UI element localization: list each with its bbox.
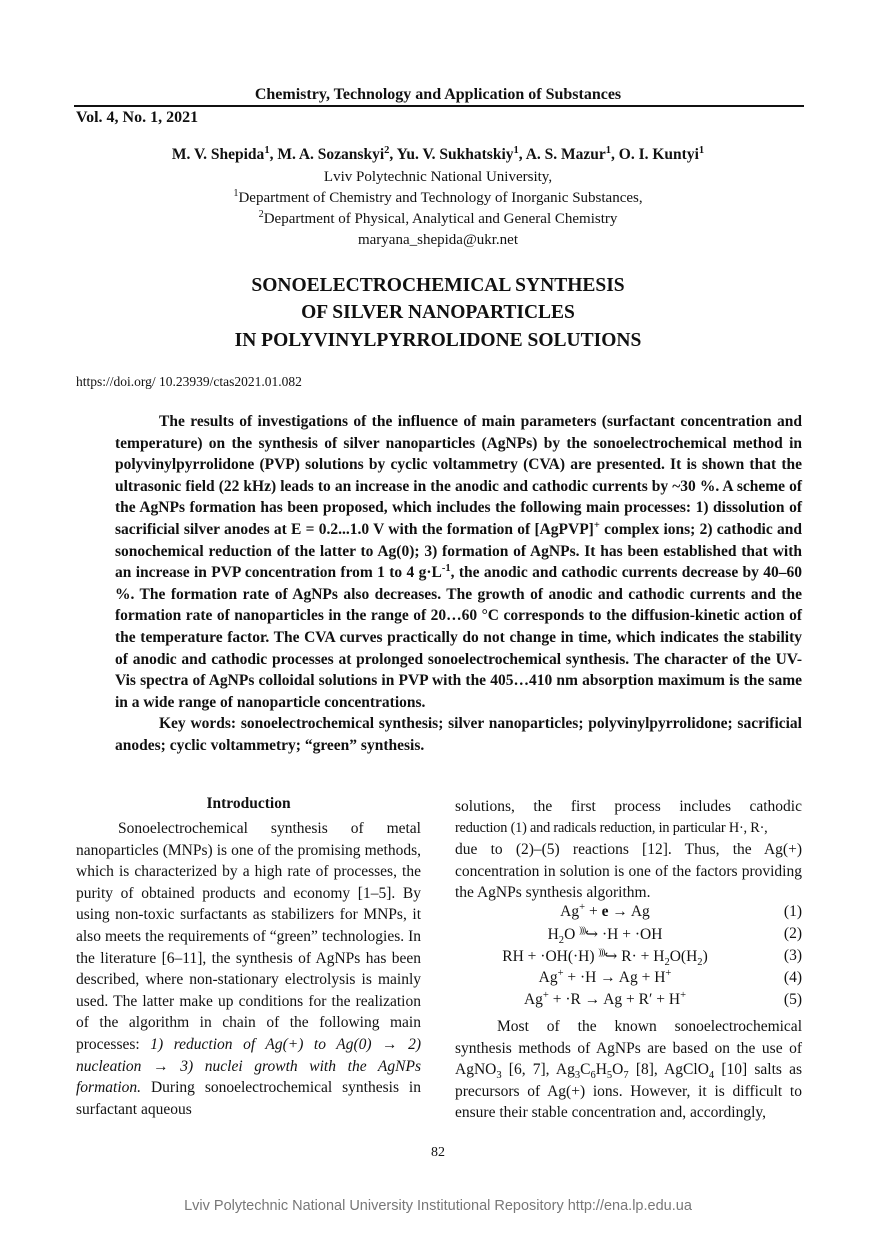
intro-paragraph-1: Sonoelectrochemical synthesis of metal nanoparticles (MNPs) is one of the promising methods, which is characterized by a high rate of processes, the purity of obtained products and economy [1–5]. By using non-toxic surfactants as stabilizers for MNPs, it also meets the requirements of “green” technologies. In the literature [6–11], the synthesis of AgNPs has been described, where non-stationary electrolysis is mainly used. The latter make up conditions for the realization of the algorithm in chain of the following main processes: 1) reduction of Ag(+) to Ag(0) → 2) nucleation → 3) nuclei growth with the AgNPs formation. During sonoelectrochemical synthesis in surfactant aqueous — [76, 820, 422, 1118]
equation-3: RH + ·OH(·H) )))↪ $R\cdot + H_2O(H_2)$ — [502, 947, 708, 969]
section-heading-introduction: Introduction — [206, 795, 291, 812]
page-number: 82 — [431, 1145, 445, 1160]
paper-title-line-3: IN POLYVINYLPYRROLIDONE SOLUTIONS — [234, 330, 642, 351]
equation-number: (4) — [783, 969, 802, 986]
volume-info: Vol. 4, No. 1, 2021 — [76, 109, 199, 126]
equation-4: Ag+ + ·H → Ag + H+ — [538, 967, 672, 986]
author: A. S. Mazur — [525, 146, 606, 163]
author-email[interactable]: maryana_shepida@ukr.net — [357, 232, 518, 248]
left-column — [76, 818, 421, 1120]
university: Lviv Polytechnic National University, — [323, 169, 553, 185]
abstract — [115, 411, 802, 757]
author: M. A. Sozanskyi — [277, 146, 385, 163]
equation-2: $H_2O$ )))↪ ·H + ·OH — [547, 925, 663, 947]
paper-title-line-2: OF SILVER NANOPARTICLES — [301, 302, 575, 323]
paper-title-line-1: SONOELECTROCHEMICAL SYNTHESIS — [251, 275, 625, 296]
department-2: $^2$Department of Physical, Analytical and General Chemistry — [258, 209, 618, 227]
ultrasound-icon: ))) — [598, 947, 605, 957]
author: O. I. Kuntyi — [618, 146, 699, 163]
author: M. V. Shepida — [171, 146, 265, 163]
equation-number: (3) — [783, 947, 802, 964]
abstract-text: The results of investigations of the influence of main parameters (surfactant concentration and temperature) on the synthesis of silver nanoparticles (AgNPs) by the sonoelectrochemical method in polyvinylpyrrolidone (PVP) solutions by cyclic voltammetry (CVA) are presented. It is shown that the ultrasonic field (22 kHz) leads to an increase in the anodic and cathodic currents by ~30 %. A scheme of the AgNPs formation has been proposed, which includes the following main processes: 1) dissolution of sacrificial silver anodes at E = 0.2...1.0 V with the formation of [AgPVP]+ complex ions; 2) cathodic and sonochemical reduction of the latter to Ag(0); 3) formation of AgNPs. It has been established that with an increase in PVP concentration from 1 to 4 $g\cdot L^{-1}$, the anodic and cathodic currents decrease by 40–60 %. The formation rate of AgNPs also decreases. The growth of anodic and cathodic currents and the formation rate of nanoparticles in the range of 20…60 °C corresponds to the diffusion-kinetic action of the temperature factor. The CVA curves practically do not change in time, which indicates the stability of anodic and cathodic processes at prolonged sonoelectrochemical synthesis. The character of the UV-Vis spectra of AgNPs colloidal solutions in PVP with the 405…410 nm absorption maximum is the same in a wide range of nanoparticle concentrations. — [115, 413, 802, 711]
repository-footer[interactable]: Lviv Polytechnic National University Institutional Repository http://ena.lp.edu.ua — [184, 1198, 692, 1214]
doi-link[interactable]: https://doi.org/ 10.23939/ctas2021.01.082 — [76, 374, 302, 389]
keywords: Key words: sonoelectrochemical synthesis; silver nanoparticles; polyvinylpyrrolidone; sacrificial anodes; cyclic voltammetry; “green” synthesis. — [115, 715, 802, 754]
author-list: M. V. Shepida$^1$, M. A. Sozanskyi$^2$, Yu. V. Sukhatskiy$^1$, A. S. Mazur$^1$, O. I. Kuntyi$^1$ — [171, 144, 705, 163]
intro-paragraph-continued: solutions, the first process includes cathodic — [455, 798, 802, 815]
journal-title: Chemistry, Technology and Application of Substances — [254, 86, 622, 103]
right-column: solutions, the first process includes cathodic reduction (1) and radicals reduction, in particular H·, R·, due to (2)–(5) reactions [12]. Thus, the Ag(+) concentration in solution is one of the factors providing the AgNPs synthesis algorithm. — [455, 798, 802, 902]
equation-1: Ag+ + e → Ag — [560, 901, 650, 920]
equation-number: (2) — [783, 925, 802, 942]
ultrasound-icon: ))) — [579, 925, 586, 935]
header-rule — [74, 105, 804, 107]
department-1: $^1$Department of Chemistry and Technology of Inorganic Substances, — [233, 188, 643, 206]
equation-number: (1) — [783, 903, 802, 920]
paragraph-2: Most of the known sonoelectrochemical synthesis methods of AgNPs are based on the use of AgNO$_3$ [6, 7], $Ag_3C_6H_5O_7$ [8], AgClO$_4$ [10] salts as precursors of Ag(+) ions. However, it is difficult to ensure their stable concentration and, accordingly, — [455, 1018, 802, 1122]
equation-number: (5) — [783, 991, 802, 1008]
equation-5: Ag+ + ·R → Ag + R′ + H+ — [523, 989, 687, 1008]
author: Yu. V. Sukhatskiy — [396, 146, 514, 163]
